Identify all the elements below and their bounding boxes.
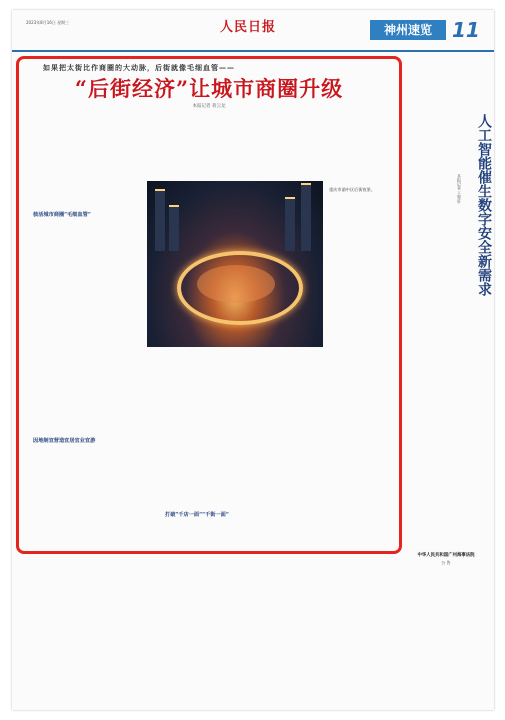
- article-subhead: 核活城市商圈“毛细血管”: [33, 212, 91, 218]
- section-title: 神州速览: [370, 20, 446, 40]
- notice-subtitle: 公 告: [441, 560, 451, 565]
- page-header: [12, 10, 494, 52]
- main-article: [16, 56, 402, 554]
- photo-caption: 重庆市渝中区后街夜景。: [329, 187, 376, 192]
- article-subhead: 因地制宜营造宜居宜业宜游: [33, 438, 96, 444]
- side-headline: 人工智能催生数字安全新需求: [476, 114, 492, 296]
- article-photo: [147, 181, 323, 347]
- header-date: 2023年8月16日 星期三: [26, 20, 70, 25]
- page-number: 11: [452, 18, 480, 42]
- newspaper-page: [12, 10, 494, 710]
- notice-title: 中华人民共和国广州海事法院: [417, 553, 475, 558]
- article-headline: “后街经济”让城市商圈升级: [74, 76, 344, 101]
- side-article: [398, 56, 494, 548]
- article-subhead: 打破“千店一面”“千街一面”: [165, 512, 229, 518]
- side-byline: 本报记者 王智轩: [457, 174, 462, 204]
- article-kicker: 如果把太街比作商圈的大动脉，后街就像毛细血管——: [43, 63, 235, 72]
- court-notice: [398, 550, 494, 710]
- article-byline: 本报记者 蒋云龙: [192, 104, 226, 109]
- newspaper-logo: 人民日报: [220, 20, 277, 35]
